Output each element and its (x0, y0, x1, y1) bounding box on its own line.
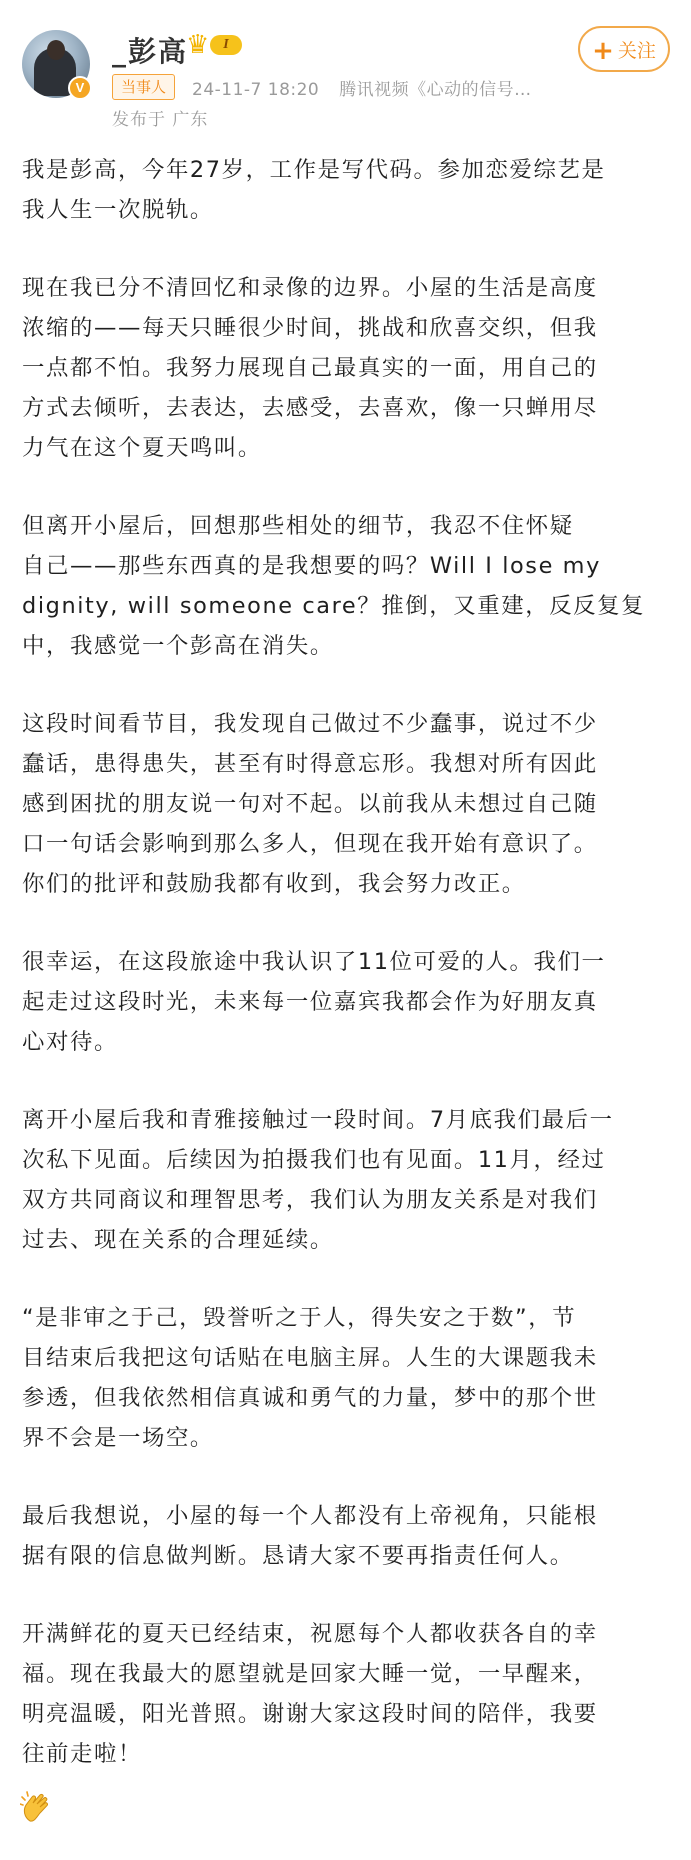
post-meta (192, 75, 546, 100)
post-paragraph: 最后我想说，小屋的每一个人都没有上帝视角，只能根 据有限的信息做判断。恳请大家不要再指责任何人。 (22, 1503, 598, 1569)
post-body (22, 150, 672, 1812)
post-source[interactable]: 腾讯视频《心动的信号… (339, 80, 532, 100)
username[interactable]: _彭高 (112, 35, 189, 68)
plus-icon: + (592, 36, 614, 66)
post-paragraph: “是非审之于己，毁誉听之于人，得失安之于数”，节 目结束后我把这句话贴在电脑主屏。人生的大课题我未 参透，但我依然相信真诚和勇气的力量，梦中的那个世 界不会是一场空。 (22, 1305, 598, 1451)
post-paragraph: 开满鲜花的夏天已经结束，祝愿每个人都收获各自的幸 福。现在我最大的愿望就是回家大睡一觉，一早醒来， 明亮温暖，阳光普照。谢谢大家这段时间的陪伴，我要 往前走啦！ (22, 1621, 598, 1767)
level-label: I (210, 35, 242, 55)
follow-button[interactable] (578, 26, 670, 72)
post-date: 24-11-7 18:20 (192, 80, 320, 100)
follow-label: 关注 (617, 40, 656, 62)
post-paragraph: 离开小屋后我和青雅接触过一段时间。7月底我们最后一 次私下见面。后续因为拍摄我们也有见面。11月，经过 双方共同商议和理智思考，我们认为朋友关系是对我们 过去、现在关系的合理延续。 (22, 1107, 614, 1253)
clapping-hands-icon (20, 1791, 56, 1827)
post-paragraph: 很幸运，在这段旅途中我认识了11位可爱的人。我们一 起走过这段时光，未来每一位嘉宾我都会作为好朋友真 心对待。 (22, 949, 606, 1055)
verified-icon: V (68, 76, 92, 100)
post-paragraph: 现在我已分不清回忆和录像的边界。小屋的生活是高度 浓缩的——每天只睡很少时间，挑战和欣喜交织，但我 一点都不怕。我努力展现自己最真实的一面，用自己的 方式去倾听，去表达，去感受，去喜欢，像一只蝉用尽 力气在这个夏天鸣叫。 (22, 275, 598, 461)
avatar-head (47, 40, 65, 60)
post-paragraph: 这段时间看节目，我发现自己做过不少蠢事，说过不少 蠢话，患得患失，甚至有时得意忘形。我想对所有因此 感到困扰的朋友说一句对不起。以前我从未想过自己随 口一句话会影响到那么多人，但现在我开始有意识了。 你们的批评和鼓励我都有收到，我会努力改正。 (22, 711, 598, 897)
post-paragraph: 但离开小屋后，回想那些相处的细节，我忍不住怀疑 自己——那些东西真的是我想要的吗？Will I lose my dignity, will someone care？推倒，又重建，反反复复 中，我感觉一个彭高在消失。 (22, 513, 646, 659)
post-location: 发布于 广东 (112, 110, 209, 130)
role-tag: 当事人 (112, 74, 175, 100)
post-header (0, 0, 691, 140)
member-level-badge[interactable] (186, 31, 244, 59)
crown-icon: ♛ (186, 30, 210, 60)
post-paragraph: 我是彭高，今年27岁，工作是写代码。参加恋爱综艺是 我人生一次脱轨。 (22, 157, 606, 223)
